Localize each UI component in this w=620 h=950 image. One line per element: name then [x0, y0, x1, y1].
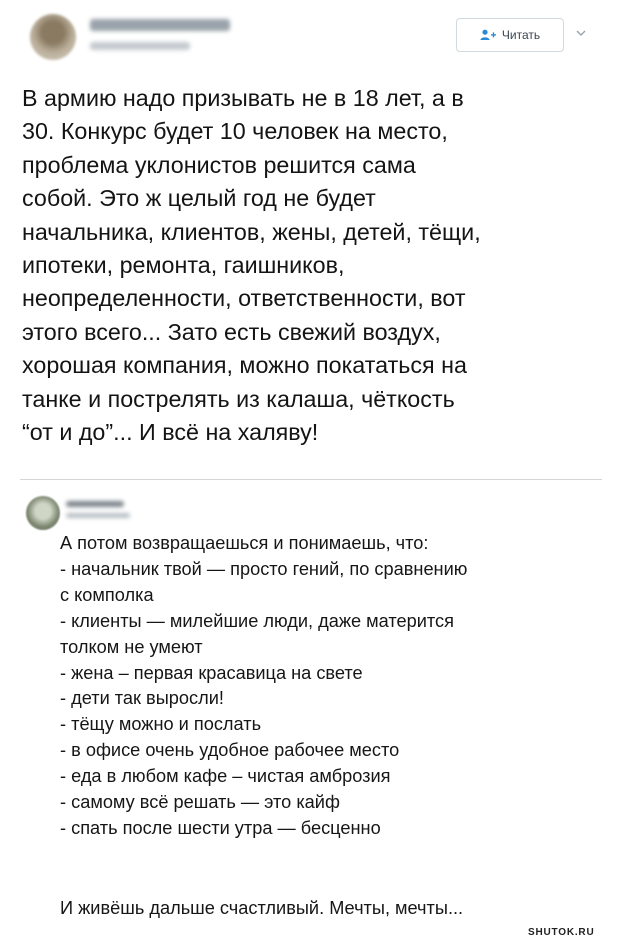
reply-text	[60, 531, 610, 842]
tweet-text	[22, 82, 612, 449]
tweet-line: танке и пострелять из калаша, чёткость	[22, 385, 455, 412]
chevron-down-icon[interactable]	[576, 26, 586, 40]
reply-line: - спать после шести утра — бесценно	[60, 817, 381, 838]
reply-line: - тёщу можно и послать	[60, 714, 262, 735]
reply-footer-text: И живёшь дальше счастливый. Мечты, мечты...	[60, 898, 464, 918]
tweet-line: начальника, клиентов, жены, детей, тёщи,	[22, 218, 481, 245]
reply-author-handle-blurred[interactable]	[66, 513, 130, 518]
tweet-line: ипотеки, ремонта, гаишников,	[22, 252, 345, 279]
tweet-line: собой. Это ж целый год не будет	[22, 185, 376, 212]
reply-author-name-blurred[interactable]	[66, 501, 124, 507]
reply-line: А потом возвращаешься и понимаешь, что:	[60, 533, 429, 553]
tweet-line: проблема уклонистов решится сама	[22, 151, 416, 178]
tweet-line: “от и до”... И всё на халяву!	[22, 419, 319, 446]
follow-button[interactable]	[456, 18, 564, 52]
tweet-line: этого всего... Зато есть свежий воздух,	[22, 318, 441, 345]
reply-line: - жена – первая красавица на свете	[60, 662, 363, 683]
reply-line: - самому всё решать — это кайф	[60, 792, 340, 813]
watermark: SHUTOK.RU	[528, 927, 595, 938]
tweet-line: В армию надо призывать не в 18 лет, а в	[22, 85, 464, 111]
follow-button-label: Читать	[501, 28, 541, 42]
reply-line: - клиенты — милейшие люди, даже матерится	[60, 610, 454, 631]
reply-line: - в офисе очень удобное рабочее место	[60, 740, 400, 761]
author-avatar[interactable]	[30, 14, 76, 60]
divider	[20, 479, 602, 480]
author-name-blurred[interactable]	[90, 19, 230, 31]
author-handle-blurred[interactable]	[90, 42, 190, 50]
reply-line: - дети так выросли!	[60, 688, 224, 709]
tweet-line: неопределенности, ответственности, вот	[22, 285, 466, 312]
reply-line: с комполка	[60, 584, 154, 605]
add-user-icon	[480, 29, 496, 41]
reply-line: - начальник твой — просто гений, по сравнению	[60, 558, 468, 579]
reply-line: толком не умеют	[60, 636, 203, 657]
reply-line: - еда в любом кафе – чистая амброзия	[60, 766, 391, 787]
tweet-line: хорошая компания, можно покататься на	[22, 352, 467, 379]
tweet-line: 30. Конкурс будет 10 человек на место,	[22, 118, 448, 145]
reply-author-avatar[interactable]	[26, 496, 60, 530]
